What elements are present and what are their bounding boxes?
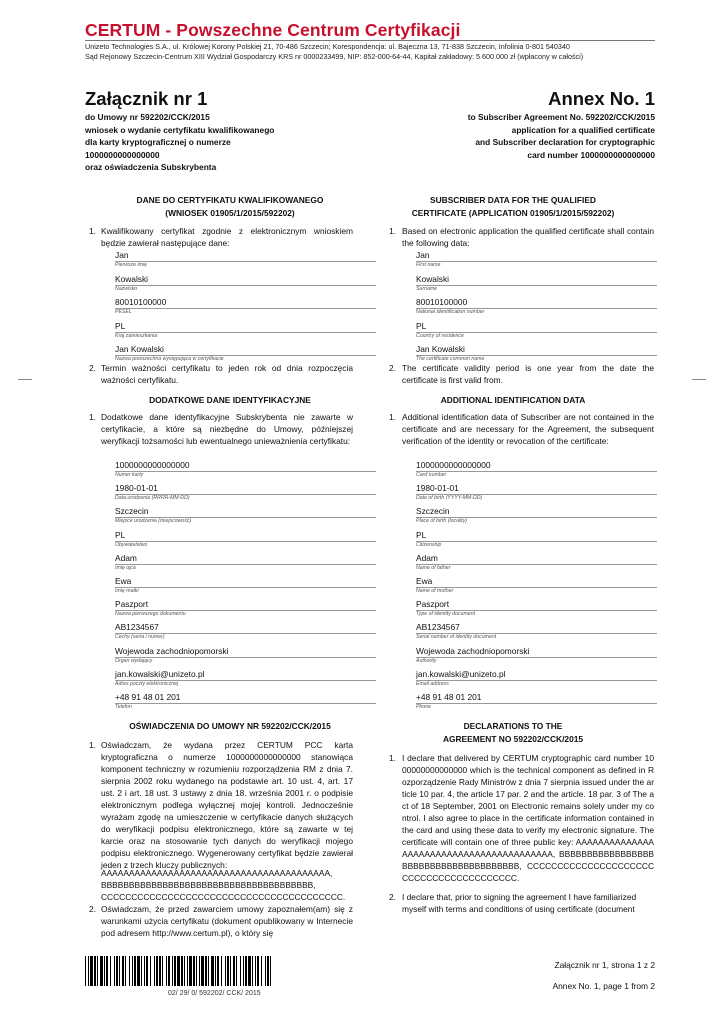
field-value: jan.kowalski@unizeto.pl (416, 668, 506, 679)
field-value: Kowalski (416, 273, 450, 284)
form-field (115, 321, 376, 341)
field-caption: Cechy (seria i numer) (115, 634, 165, 641)
barcode-bar (196, 956, 197, 986)
field-caption: Nazwa powszechna występująca w certyfikacie (115, 356, 224, 362)
field-caption: First name (416, 262, 441, 268)
barcode-bar (129, 956, 130, 986)
barcode-bar (85, 956, 86, 986)
fold-mark-right (692, 379, 706, 380)
form-field (416, 599, 657, 619)
field-underline (115, 285, 376, 286)
form-field (416, 506, 657, 526)
form-field (115, 692, 376, 712)
field-caption: Pierwsze imię (115, 262, 147, 268)
field-value: Wojewoda zachodniopomorski (115, 645, 229, 656)
field-value: Jan (115, 250, 129, 260)
field-caption: Type of identity document (416, 611, 476, 618)
barcode-bar (106, 956, 108, 986)
item-number: 1. (89, 226, 96, 236)
form-field (115, 553, 376, 573)
field-underline (416, 564, 657, 565)
section-title-en-declarations: DECLARATIONS TO THE AGREEMENT NO 592202/CCK/2015 (442, 721, 584, 744)
field-caption: Phone (416, 704, 432, 710)
item-number: 1. (89, 412, 96, 422)
item-number: 2. (389, 363, 396, 373)
barcode-bar (215, 956, 216, 986)
form-field (115, 646, 376, 666)
section-title-pl-certificate-data: DANE DO CERTYFIKATU KWALIFIKOWANEGO (WNIOSEK 01905/1/2015/592202) (136, 195, 324, 218)
field-caption: Adres poczty elektronicznej (115, 680, 179, 687)
company-address: Unizeto Technologies S.A., ul. Królowej Korony Polskiej 21, 70-486 Szczecin; Korespondencja: ul. Bajeczna 13, 71-838 Szczecin, Infolinia 0-801 540340 (85, 42, 570, 51)
barcode-bar (181, 956, 183, 986)
barcode-bar (205, 956, 207, 986)
field-value: Wojewoda zachodniopomorski (416, 645, 530, 656)
item-number: 2. (89, 904, 96, 914)
barcode-bar (97, 956, 98, 986)
barcode-bar (184, 956, 185, 986)
barcode-bar (154, 956, 155, 986)
barcode-bar (146, 956, 148, 986)
fold-mark-left (18, 379, 32, 380)
barcode-bar (159, 956, 161, 986)
field-caption: The certificate common name (416, 356, 485, 362)
form-field (416, 250, 657, 270)
section-title-en-certificate-data: SUBSCRIBER DATA FOR THE QUALIFIED CERTIFICATE (APPLICATION 01905/1/2015/592202) (411, 195, 615, 218)
field-caption: Imię matki (115, 588, 139, 594)
field-underline (416, 261, 657, 262)
barcode-bar (122, 956, 124, 986)
field-value: PL (115, 529, 126, 540)
barcode-bar (243, 956, 244, 986)
company-registry: Sąd Rejonowy Szczecin-Centrum XIII Wydział Gospodarczy KRS nr 0000233499, NIP: 852-000-64-44, Kapitał zakładowy: 5 600 000 zł (wpłacony w całości) (85, 52, 584, 61)
field-value: PL (416, 529, 427, 540)
barcode-bar (156, 956, 158, 986)
field-caption: Nazwa pierwszego dokumentu (115, 611, 186, 618)
field-caption: Imię ojca (115, 564, 136, 571)
page-number-pl: Załącznik nr 1, strona 1 z 2 (554, 960, 655, 970)
barcode-bar (137, 956, 140, 986)
field-caption: Card number (416, 472, 447, 478)
field-value: Adam (416, 552, 438, 563)
barcode-bar (261, 956, 262, 986)
field-value: 80010100000 (416, 297, 468, 307)
barcode-bar (104, 956, 105, 986)
field-caption: Numer karty (115, 472, 144, 478)
brand-title: CERTUM - Powszechne Centrum Certyfikacji (85, 20, 461, 40)
field-value: AB1234567 (115, 622, 159, 633)
form-field (416, 692, 657, 712)
field-value: Kowalski (115, 273, 149, 284)
form-field (416, 530, 657, 550)
field-caption: Serial number of identity document (416, 634, 497, 641)
barcode-bar (248, 956, 251, 986)
header-divider (85, 40, 655, 41)
barcode-bar (177, 956, 180, 986)
form-field (115, 460, 376, 480)
barcode-bar (94, 956, 96, 986)
field-underline (416, 541, 657, 542)
field-caption: Place of birth (locality) (416, 518, 468, 525)
form-field (416, 646, 657, 666)
field-value: Szczecin (416, 506, 450, 517)
form-field (416, 321, 657, 341)
barcode-bar (172, 956, 173, 986)
field-underline (115, 657, 376, 658)
field-value: Szczecin (115, 506, 149, 517)
barcode-bar (110, 956, 111, 986)
field-caption: Email address (416, 680, 449, 687)
field-underline (416, 657, 657, 658)
form-field (115, 576, 376, 596)
item-number: 2. (389, 892, 396, 902)
declaration-en-2: I declare that, prior to signing the agreement I have familiarized myself with terms and conditions of using certificate (document (402, 892, 637, 914)
item-text-pl-3: Dodatkowe dane identyfikacyjne Subskrybenta nie zawarte w certyfikacie, a które są niezbędne do Umowy, późniejszej weryfikacji tożsamości lub ewentualnego unieważnienia certyfikatu: (101, 412, 353, 446)
barcode-bar (189, 956, 192, 986)
barcode-bar (166, 956, 167, 986)
field-underline (115, 261, 376, 262)
field-value: AB1234567 (416, 622, 460, 633)
barcode-bar (257, 956, 259, 986)
field-caption: Nazwisko (115, 285, 138, 292)
field-caption: Surname (416, 285, 438, 292)
field-value: Jan Kowalski (416, 344, 465, 354)
barcode-bar (211, 956, 214, 986)
barcode-bar (230, 956, 231, 986)
barcode-bar (199, 956, 200, 986)
form-field (416, 669, 657, 689)
field-caption: Organ wydający (115, 657, 153, 664)
barcode-bar (252, 956, 253, 986)
barcode-bar (162, 956, 163, 986)
field-underline (115, 471, 376, 472)
field-underline (115, 308, 376, 309)
field-value: 1980-01-01 (416, 483, 459, 494)
form-field (115, 622, 376, 642)
field-value: Adam (115, 552, 137, 563)
barcode-bar (270, 956, 271, 986)
barcode-image (85, 956, 271, 986)
form-field (115, 344, 376, 364)
barcode-bar (236, 956, 237, 986)
barcode-bar (116, 956, 118, 986)
form-field (115, 506, 376, 526)
field-caption: Country of residence (416, 332, 464, 339)
declaration-pl-1: Oświadczam, że wydana przez CERTUM PCC karta kryptograficzna o numerze 1000000000000000 stanowiąca komponent techniczny w rozumieniu rozporządzenia RM z dnia 7. sierpnia 2002 roku wydanego na podstawie art. 10 ust. 4, art. 17 ust. 2 i art. 18 ust. 3 ustawy z dnia 18. września 2001 r. o podpisie elektronicznym podlega wyłącznej mojej kontroli. Jednocześnie wyrażam zgodę na umieszczenie w certyfikacie danych służących do weryfikacji podpisu elektronicznego, które są zawarte w tej karcie oraz na stosowanie tych danych do weryfikacji mojego podpisu elektronicznego. Wygenerowany certyfikat będzie zawierał jeden z trzech kluczy publicznych: (101, 740, 353, 870)
section-title-pl-additional: DODATKOWE DANE IDENTYFIKACYJNE (149, 395, 311, 405)
field-value: 1000000000000000 (115, 460, 190, 470)
form-field (115, 599, 376, 619)
declaration-pl-2: Oświadczam, że przed zawarciem umowy zapoznałem(am) się z warunkami użycia certyfikatu (dokument opublikowany w Internecie pod adresem http://www.certum.pl), o który się (101, 904, 353, 938)
form-field (115, 483, 376, 503)
barcode-bar (125, 956, 126, 986)
subtitle-pl: do Umowy nr 592202/CCK/2015 wniosek o wydanie certyfikatu kwalifikowanego dla karty kryptograficznej o numerze 1000000000000000 oraz oświadczenia Subskrybenta (85, 112, 275, 172)
title-en: Annex No. 1 (548, 88, 655, 109)
subtitle-en: to Subscriber Agreement No. 592202/CCK/2015 application for a qualified certificate and Subscriber declaration for cryptographic card number 1000000000000000 (467, 112, 655, 160)
field-value: Ewa (416, 576, 433, 586)
barcode-bar (90, 956, 93, 986)
field-underline (416, 680, 657, 681)
field-underline (416, 285, 657, 286)
field-caption: Data urodzenia (RRRR-MM-DD) (115, 495, 190, 502)
field-value: 80010100000 (115, 297, 167, 307)
form-field (416, 576, 657, 596)
item-number: 1. (89, 740, 96, 750)
barcode-bar (144, 956, 145, 986)
field-value: PL (115, 320, 126, 331)
barcode-bar (193, 956, 195, 986)
barcode-bar (88, 956, 89, 986)
barcode-bar (217, 956, 219, 986)
field-underline (416, 703, 657, 704)
barcode-bar (100, 956, 103, 986)
barcode-bar (132, 956, 133, 986)
barcode-bar (141, 956, 142, 986)
field-underline (115, 564, 376, 565)
barcode-bar (245, 956, 247, 986)
barcode-bar (119, 956, 120, 986)
public-keys-pl: AAAAAAAAAAAAAAAAAAAAAAAAAAAAAAAAAAAAAAAAA, BBBBBBBBBBBBBBBBBBBBBBBBBBBBBBBBBBBBBB, CCCCCCCCCCCCCCCCCCCCCCCCCCCCCCCCCCCCCCCC. (101, 868, 346, 902)
form-field (416, 297, 657, 317)
form-field (416, 460, 657, 480)
form-field (416, 553, 657, 573)
form-field (416, 483, 657, 503)
item-number: 2. (89, 363, 96, 373)
item-text-en-2: The certificate validity period is one year from the date the certificate is first valid from. (402, 363, 654, 385)
item-text-pl-1: Kwalifikowany certyfikat zgodnie z elektronicznym wnioskiem będzie zawierał następujące dane: (101, 226, 353, 248)
field-caption: Miejsce urodzenia (miejscowość) (115, 518, 192, 525)
form-field (115, 297, 376, 317)
field-value: +48 91 48 01 201 (115, 692, 181, 702)
field-underline (115, 541, 376, 542)
barcode-bar (201, 956, 204, 986)
barcode-bar (114, 956, 115, 986)
title-pl: Załącznik nr 1 (85, 88, 208, 109)
section-title-pl-declarations: OŚWIADCZENIA DO UMOWY NR 592202/CCK/2015 (129, 721, 331, 731)
section-title-en-additional: ADDITIONAL IDENTIFICATION DATA (440, 395, 586, 405)
field-caption: Date of birth (YYYY-MM-DD) (416, 495, 483, 502)
form-field (416, 622, 657, 642)
field-underline (115, 703, 376, 704)
form-field (416, 274, 657, 294)
form-field (115, 274, 376, 294)
item-text-en-3: Additional identification data of Subscriber are not contained in the certificate and are necessary for the Agreement, the subsequent verification of the identity or revocation of the certificate: (402, 412, 654, 446)
form-field (115, 669, 376, 689)
field-value: Jan (416, 250, 430, 260)
form-field (416, 344, 657, 364)
field-caption: Kraj zamieszkania (115, 332, 158, 339)
barcode-bar (265, 956, 266, 986)
page-number-en: Annex No. 1, page 1 from 2 (552, 981, 655, 991)
barcode-bar (221, 956, 222, 986)
barcode-bar (208, 956, 209, 986)
form-field (115, 250, 376, 270)
field-value: +48 91 48 01 201 (416, 692, 482, 702)
barcode-text: 02/ 29/ 0/ 592202/ CCK/ 2015 (168, 990, 261, 997)
item-number: 1. (389, 226, 396, 236)
barcode-bar (267, 956, 269, 986)
field-value: 1980-01-01 (115, 483, 158, 494)
barcode-bar (233, 956, 235, 986)
field-value: Paszport (115, 599, 149, 610)
barcode-bar (134, 956, 136, 986)
item-number: 1. (389, 412, 396, 422)
field-value: Ewa (115, 576, 132, 586)
field-value: PL (416, 320, 427, 331)
field-value: 1000000000000000 (416, 460, 491, 470)
declaration-en-1: I declare that delivered by CERTUM cryptographic card number 1000000000000000 which is the technical component as defined in Rozporządzenie Rady Ministrów z dnia 7 sierpnia issued under the article 10 par. 4, the article 17 par. 2 and the article. 18 par. 3 of The act of 18 September, 2001 on Electronic remains solely under my control. I also agree to place in the certificate information contained in the card and using these data to verify my electronic signature. The certificate will contain one of three public key: AAAAAAAAAAAAAAAAAAAAAAAAAAAAAAAAAAAAAAAAA, BBBBBBBBBBBBBBBBBBBBBBBBBBBBBBBBBBBBBB, CCCCCCCCCCCCCCCCCCCCCCCCCCCCCCCCCCCCCCCC. (402, 753, 654, 883)
barcode-bar (187, 956, 188, 986)
field-caption: Citizenship (416, 541, 442, 548)
field-underline (416, 471, 657, 472)
field-caption: Telefon (115, 704, 132, 710)
field-caption: National identification number (416, 309, 485, 315)
field-caption: Name of mother (416, 588, 454, 594)
field-caption: Name of father (416, 564, 451, 571)
barcode-bar (174, 956, 176, 986)
field-caption: PESEL (115, 309, 132, 315)
form-field (115, 530, 376, 550)
barcode-bar (168, 956, 170, 986)
barcode-bar (227, 956, 229, 986)
field-value: Paszport (416, 599, 450, 610)
barcode-bar (240, 956, 241, 986)
item-text-pl-2: Termin ważności certyfikatu to jeden rok od dnia rozpoczęcia ważności certyfikatu. (101, 363, 353, 385)
field-caption: Obywatelstwo (115, 541, 148, 548)
field-value: Jan Kowalski (115, 344, 164, 354)
item-number: 1. (389, 753, 396, 763)
barcode-bar (255, 956, 256, 986)
item-text-en-1: Based on electronic application the qualified certificate shall contain the following data: (402, 226, 654, 248)
barcode-bar (225, 956, 226, 986)
field-underline (115, 587, 376, 588)
field-value: jan.kowalski@unizeto.pl (115, 668, 205, 679)
barcode-bar (150, 956, 151, 986)
field-caption: Authority (416, 657, 437, 664)
